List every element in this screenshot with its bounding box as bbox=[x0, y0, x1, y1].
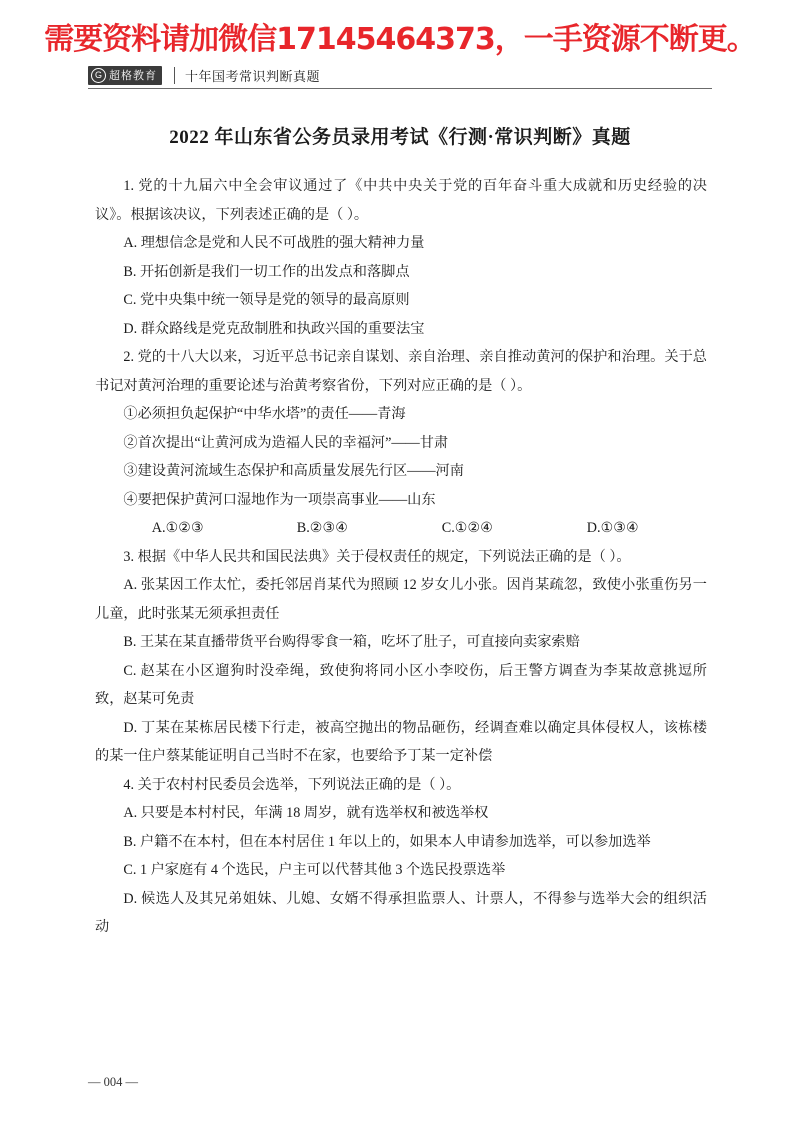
question-4 bbox=[95, 771, 707, 942]
question-3 bbox=[95, 543, 707, 771]
logo-glyph-icon: G bbox=[91, 68, 106, 83]
question-2-choice-a: A.①②③ bbox=[151, 520, 204, 536]
watermark-text: 需要资料请加微信17145464373，一手资源不断更。 bbox=[44, 22, 756, 57]
question-4-option-b: B. 户籍不在本村，但在本村居住 1 年以上的，如果本人申请参加选举，可以参加选举 bbox=[123, 833, 651, 850]
exam-content bbox=[95, 172, 707, 942]
question-3-option-c: C. 赵某在小区遛狗时没牵绳，致使狗将同小区小李咬伤，后王警方调查为李某故意挑逗所致，赵某可免责 bbox=[95, 662, 707, 707]
question-2-choices bbox=[95, 514, 707, 543]
question-4-stem: 4. 关于农村村民委员会选举，下列说法正确的是（ ）。 bbox=[123, 776, 461, 793]
question-1-option-c: C. 党中央集中统一领导是党的领导的最高原则 bbox=[123, 292, 410, 308]
header-rule bbox=[88, 88, 712, 89]
brand-name: 超格教育 bbox=[109, 70, 157, 82]
question-1-option-a: A. 理想信念是党和人民不可战胜的强大精神力量 bbox=[123, 235, 425, 251]
question-1-option-d: D. 群众路线是党克敌制胜和执政兴国的重要法宝 bbox=[123, 320, 425, 337]
question-2-choice-d: D.①③④ bbox=[586, 520, 639, 536]
page-footer bbox=[88, 1075, 712, 1090]
header-subtitle: 十年国考常识判断真题 bbox=[185, 68, 321, 84]
question-3-option-a: A. 张某因工作太忙，委托邻居肖某代为照顾 12 岁女儿小张。因肖某疏忽，致使小张重伤另一儿童，此时张某无须承担责任 bbox=[95, 577, 707, 622]
page-number: — 004 — bbox=[88, 1075, 138, 1089]
question-2-item-1: ①必须担负起保护“中华水塔”的责任——青海 bbox=[123, 406, 406, 422]
question-4-option-d: D. 候选人及其兄弟姐妹、儿媳、女婿不得承担监票人、计票人，不得参与选举大会的组织活动 bbox=[95, 890, 707, 935]
page-title: 2022 年山东省公务员录用考试《行测·常识判断》真题 bbox=[169, 127, 631, 148]
question-1-stem: 1. 党的十九届六中全会审议通过了《中共中央关于党的百年奋斗重大成就和历史经验的决议》。根据该决议，下列表述正确的是（ ）。 bbox=[95, 178, 707, 223]
question-3-option-b: B. 王某在某直播带货平台购得零食一箱，吃坏了肚子，可直接向卖家索赔 bbox=[123, 634, 580, 650]
question-2-item-3: ③建设黄河流域生态保护和高质量发展先行区——河南 bbox=[123, 463, 464, 479]
question-3-stem: 3. 根据《中华人民共和国民法典》关于侵权责任的规定，下列说法正确的是（ ）。 bbox=[123, 548, 631, 565]
question-2 bbox=[95, 343, 707, 543]
question-2-choice-b: B.②③④ bbox=[296, 520, 348, 536]
question-2-stem: 2. 党的十八大以来，习近平总书记亲自谋划、亲自治理、亲自推动黄河的保护和治理。关于总书记对黄河治理的重要论述与治黄考察省份，下列对应正确的是（ ）。 bbox=[95, 349, 707, 394]
question-3-option-d: D. 丁某在某栋居民楼下行走，被高空抛出的物品砸伤，经调查难以确定具体侵权人，该栋楼的某一住户蔡某能证明自己当时不在家，也要给予丁某一定补偿 bbox=[95, 719, 707, 764]
document-header bbox=[88, 60, 712, 90]
question-1 bbox=[95, 172, 707, 343]
question-2-choice-c: C.①②④ bbox=[441, 520, 493, 536]
question-4-option-a: A. 只要是本村村民，年满 18 周岁，就有选举权和被选举权 bbox=[123, 805, 489, 821]
question-2-item-2: ②首次提出“让黄河成为造福人民的幸福河”——甘肃 bbox=[123, 434, 449, 451]
brand-logo bbox=[88, 66, 162, 85]
question-4-option-c: C. 1 户家庭有 4 个选民，户主可以代替其他 3 个选民投票选举 bbox=[123, 862, 506, 878]
question-1-option-b: B. 开拓创新是我们一切工作的出发点和落脚点 bbox=[123, 263, 410, 280]
question-2-item-4: ④要把保护黄河口湿地作为一项崇高事业——山东 bbox=[123, 491, 436, 508]
header-divider bbox=[174, 67, 175, 84]
